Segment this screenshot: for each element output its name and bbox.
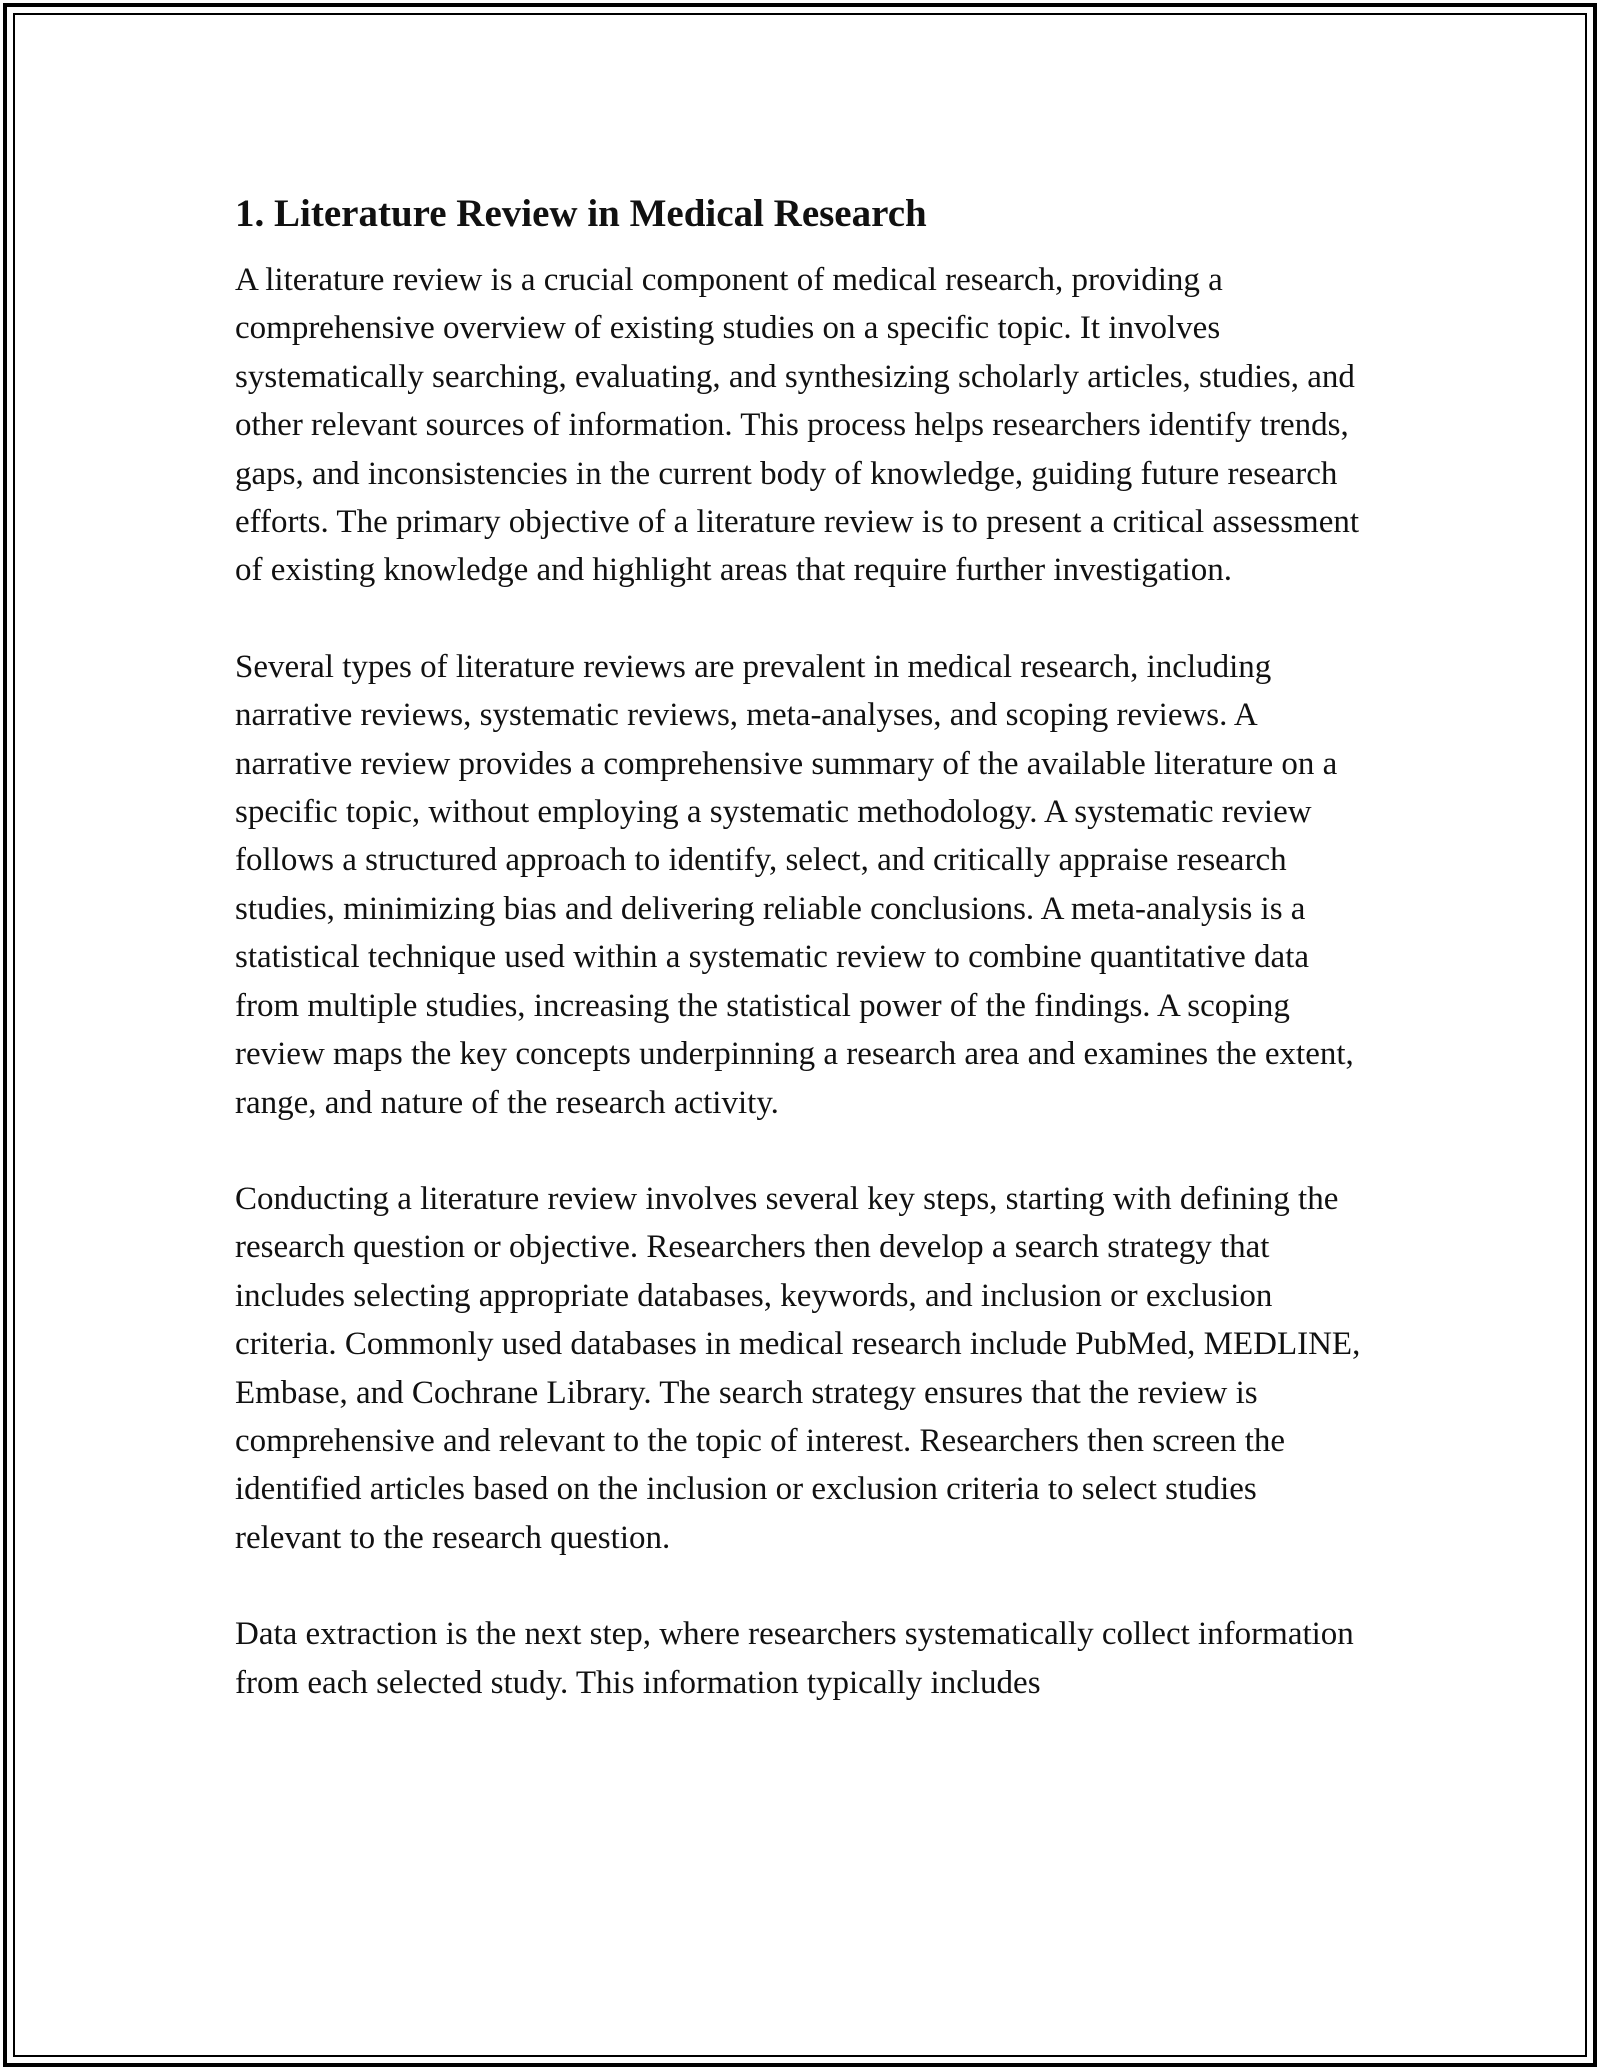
paragraph-data-extraction: Data extraction is the next step, where researchers systematically collect information from each selected study. This information typically includes (235, 1616, 1354, 1701)
paragraph-conducting-review: Conducting a literature review involves several key steps, starting with defining the research question or objective. Researchers then develop a search strategy that includes selecting appropriate databases, keywords, and inclusion or exclusion criteria. Commonly used databases in medical research include PubMed, MEDLINE, Embase, and Cochrane Library. The search strategy ensures that the review is comprehensive and relevant to the topic of interest. Researchers then screen the identified articles based on the inclusion or exclusion criteria to select studies relevant to the research question. (235, 1180, 1361, 1556)
paragraph-review-types: Several types of literature reviews are prevalent in medical research, including narrative reviews, systematic reviews, meta-analyses, and scoping reviews. A narrative review provides a comprehensive summary of the available literature on a specific topic, without employing a systematic methodology. A systematic review follows a structured approach to identify, select, and critically appraise research studies, minimizing bias and delivering reliable conclusions. A meta-analysis is a statistical technique used within a systematic review to combine quantitative data from multiple studies, increasing the statistical power of the findings. A scoping review maps the key concepts underpinning a research area and examines the extent, range, and nature of the research activity. (235, 648, 1354, 1121)
paragraph-intro: A literature review is a crucial component of medical research, providing a comprehensive overview of existing studies on a specific topic. It involves systematically searching, evaluating, and synthesizing scholarly articles, studies, and other relevant sources of information. This process helps researchers identify trends, gaps, and inconsistencies in the current body of knowledge, guiding future research efforts. The primary objective of a literature review is to present a critical assessment of existing knowledge and highlight areas that require further investigation. (235, 262, 1360, 589)
document-body (235, 182, 1370, 1707)
section-heading: 1. Literature Review in Medical Research (235, 192, 927, 235)
